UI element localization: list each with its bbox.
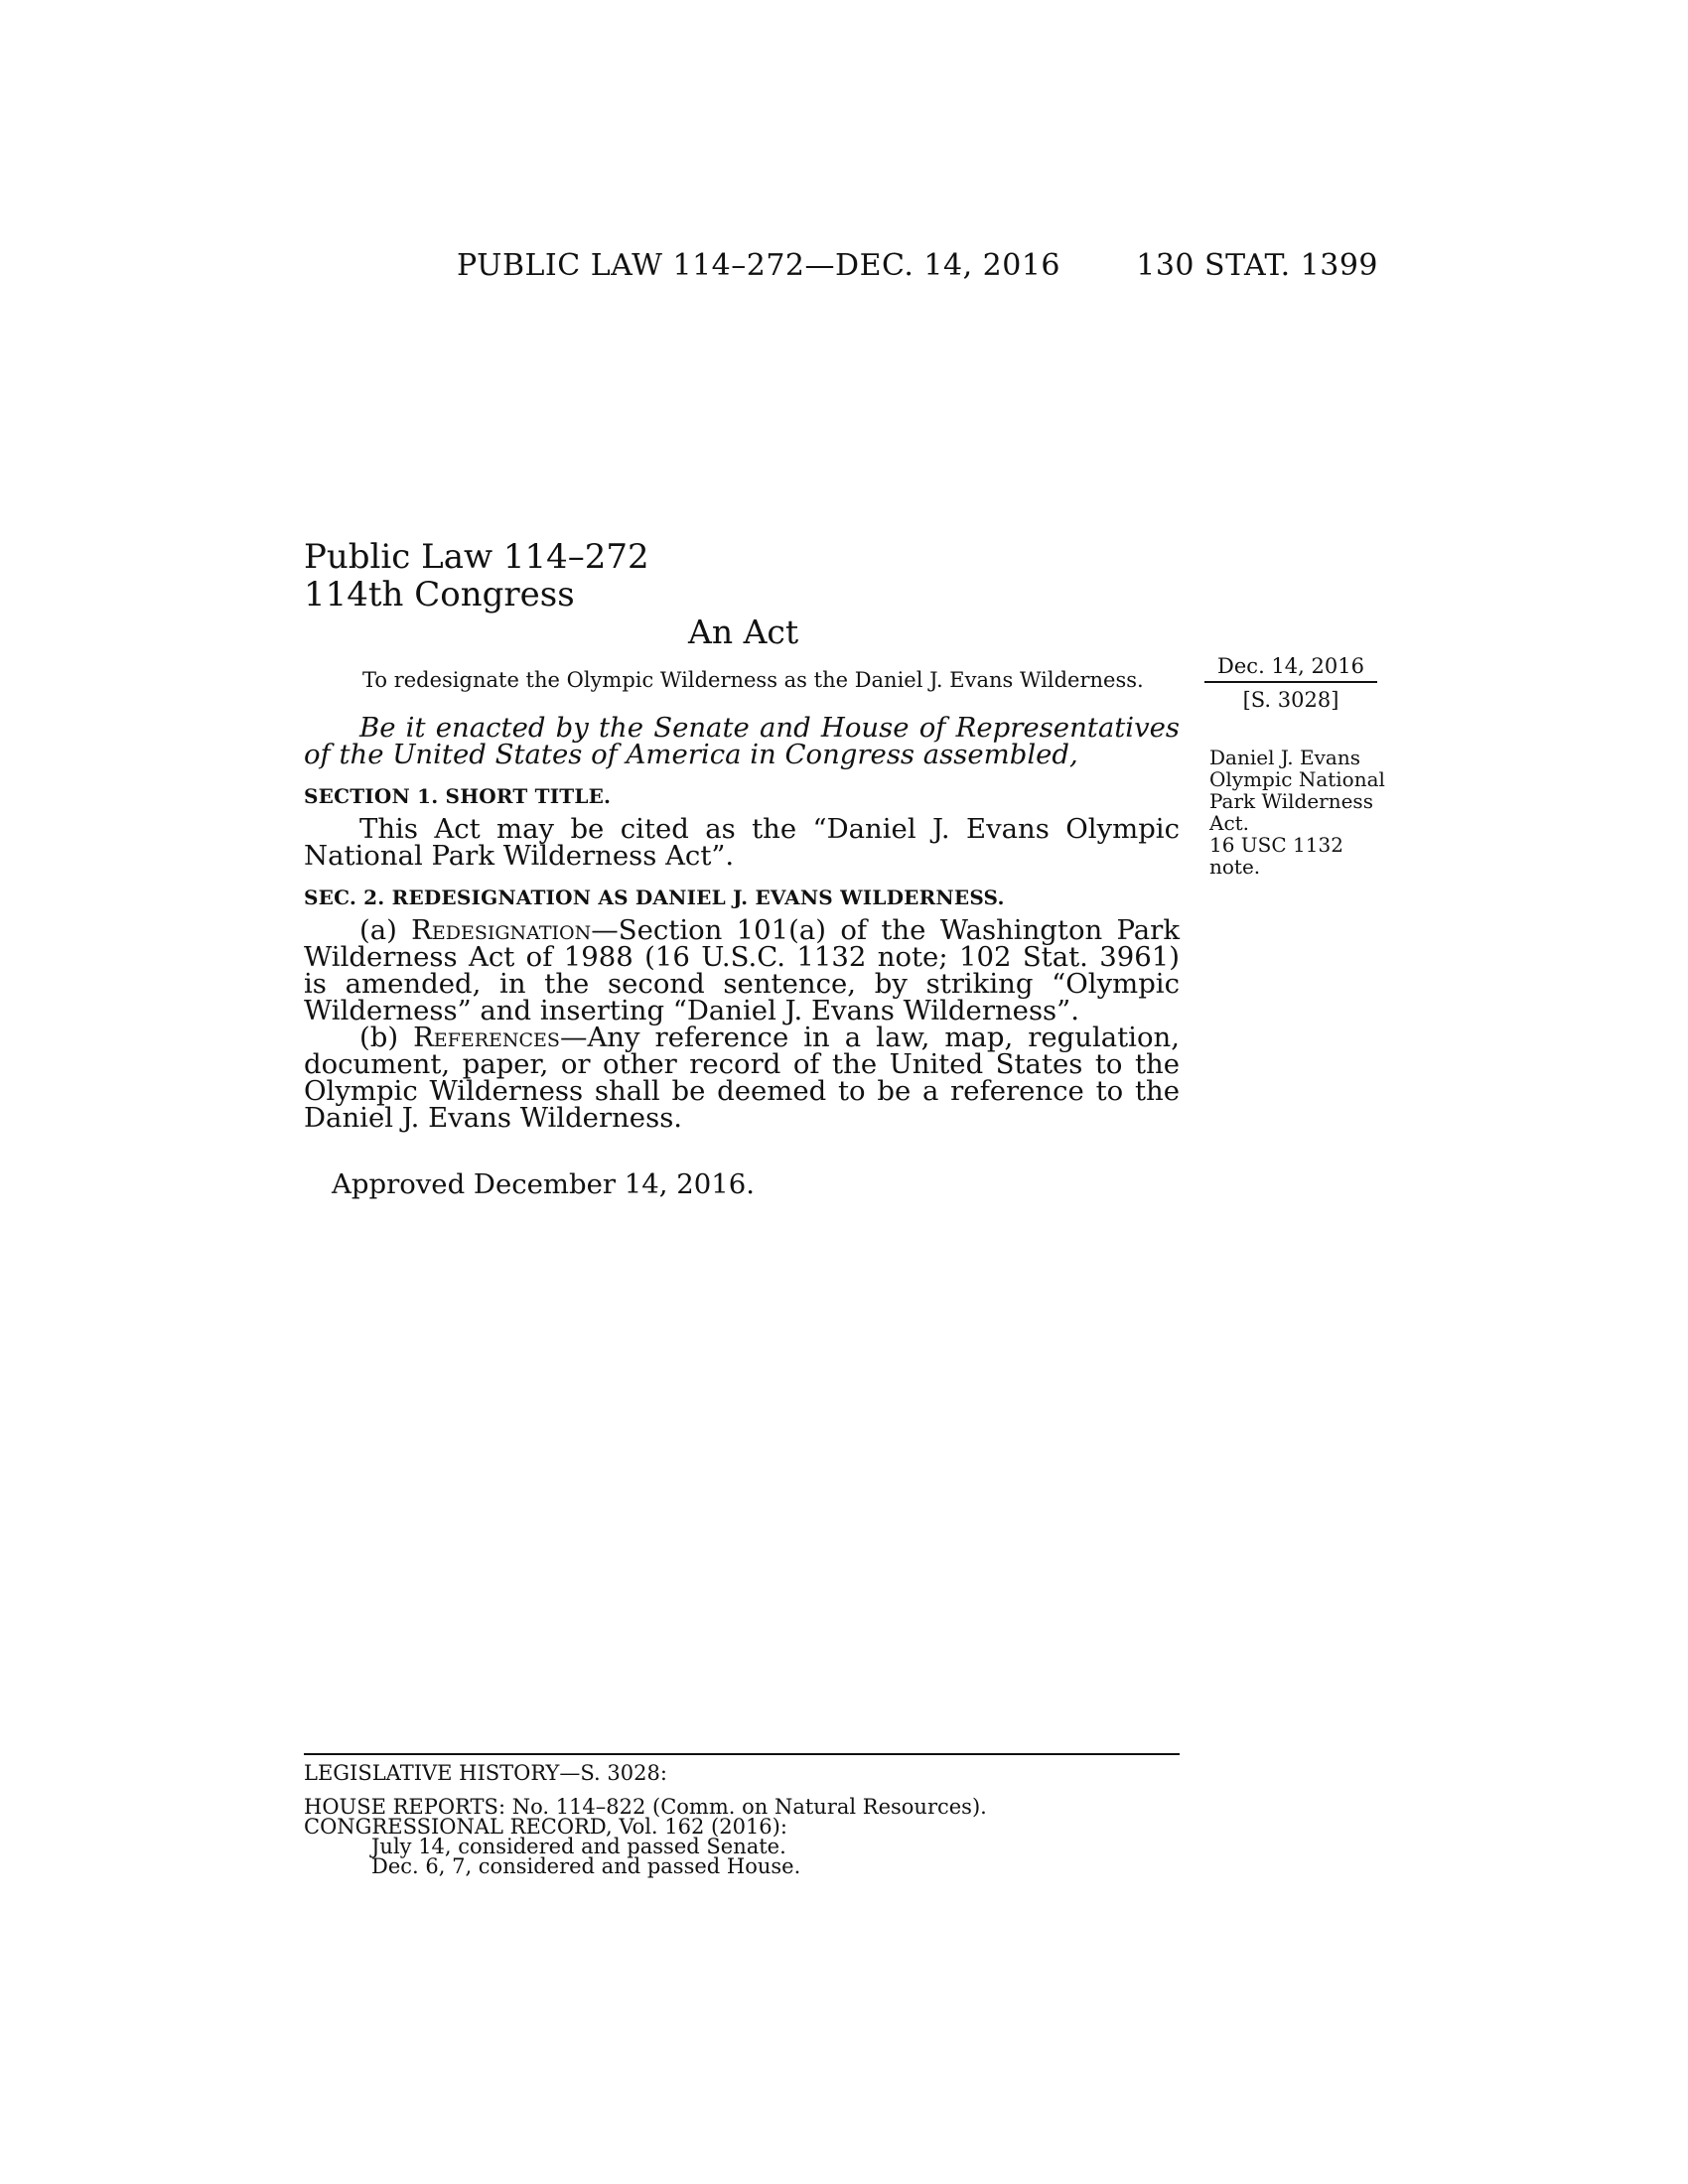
margin-note-line: Park Wilderness (1209, 789, 1373, 813)
section-1-text: This Act may be cited as the “Daniel J. Evans Olympic National Park Wilderness Act”. (304, 813, 1180, 872)
subsection-a (304, 914, 1180, 1026)
margin-note-line: note. (1209, 855, 1261, 879)
senate-action-line: July 14, considered and passed Senate. (371, 1835, 786, 1858)
house-action-line: Dec. 6, 7, considered and passed House. (371, 1854, 801, 1878)
running-head: PUBLIC LAW 114–272—DEC. 14, 2016 (457, 248, 1061, 283)
margin-note-line: Olympic National (1209, 767, 1385, 791)
law-number: Public Law 114–272 (304, 537, 649, 577)
subsection-b-caption: References (413, 1022, 560, 1053)
congressional-record-line: CONGRESSIONAL RECORD, Vol. 162 (2016): (304, 1815, 787, 1839)
congress-session: 114th Congress (304, 575, 575, 614)
section-1-heading: SECTION 1. SHORT TITLE. (304, 784, 612, 808)
margin-date: Dec. 14, 2016 (1204, 653, 1377, 683)
margin-bill-number: [S. 3028] (1242, 688, 1339, 712)
margin-note-line: Act. (1209, 811, 1250, 835)
margin-note-line: Daniel J. Evans (1209, 746, 1360, 769)
enacting-clause: Be it enacted by the Senate and House of Representatives of the United States of America in Congress assembled, (304, 712, 1180, 770)
footer-divider (304, 1753, 1180, 1755)
approval-date: Approved December 14, 2016. (332, 1168, 755, 1200)
legislative-history-list (304, 1797, 987, 1876)
margin-note-line: 16 USC 1132 (1209, 833, 1343, 857)
act-heading: An Act (688, 613, 799, 651)
house-reports-line: HOUSE REPORTS: No. 114–822 (Comm. on Natural Resources). (304, 1795, 987, 1819)
subsection-b-label: (b) (359, 1022, 399, 1053)
subsection-a-label: (a) (359, 914, 397, 946)
margin-note (1209, 747, 1388, 878)
statute-page-reference: 130 STAT. 1399 (1136, 248, 1378, 283)
subsection-a-text: —Section 101(a) of the Washington Park Wilderness Act of 1988 (16 U.S.C. 1132 note; 102 Stat. 3961) is amended, in the second sentence, by striking “Olympic Wilderness” and inserting “Daniel J. Evans Wilderness”. (304, 914, 1180, 1026)
section-2-heading: SEC. 2. REDESIGNATION AS DANIEL J. EVANS WILDERNESS. (304, 886, 1005, 909)
subsection-b-text: —Any reference in a law, map, regulation, document, paper, or other record of the United States to the Olympic Wilderness shall be deemed to be a reference to the Daniel J. Evans Wilderness. (304, 1022, 1180, 1134)
legislative-history-heading: LEGISLATIVE HISTORY—S. 3028: (304, 1761, 667, 1785)
subsection-a-caption: Redesignation (411, 914, 592, 946)
act-purpose: To redesignate the Olympic Wilderness as the Daniel J. Evans Wilderness. (362, 668, 1144, 692)
subsection-b (304, 1024, 1180, 1132)
